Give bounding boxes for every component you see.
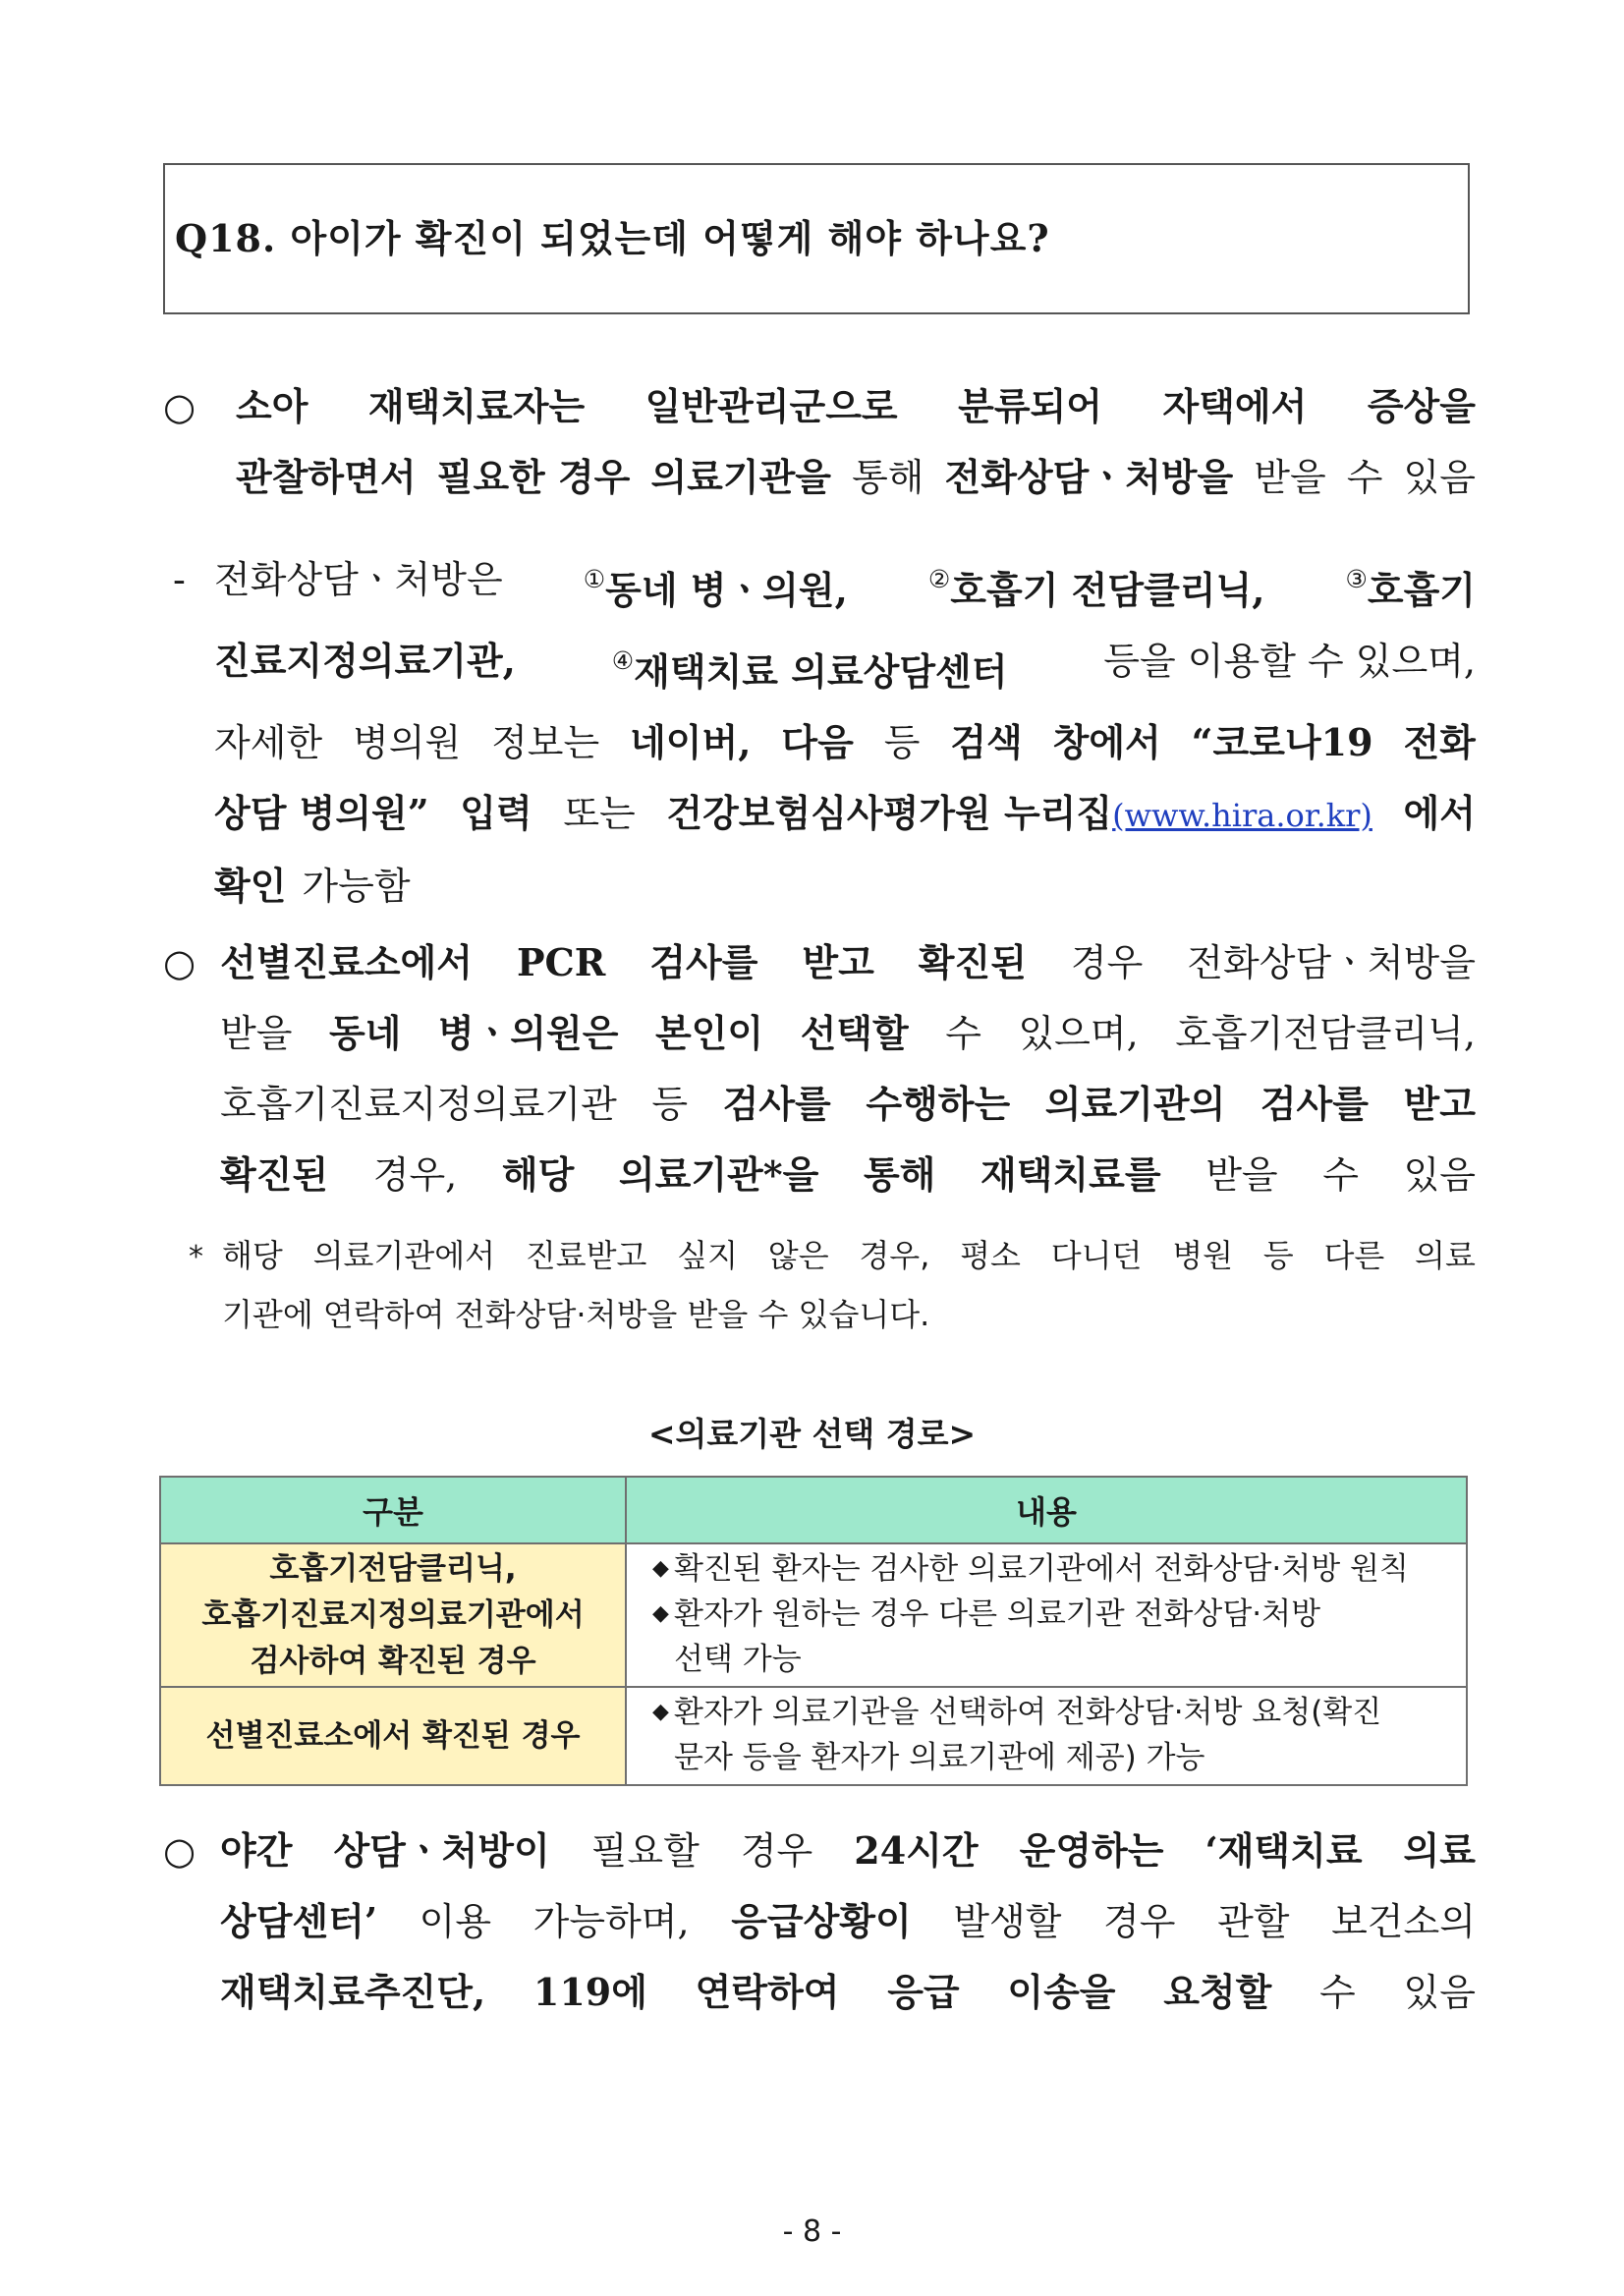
text: 진료지정의료기관, (214, 639, 516, 683)
text: 상담 병의원” (214, 791, 429, 835)
word: PCR (516, 940, 606, 984)
page-number: - 8 - (782, 2214, 842, 2249)
item-text: 확진된 환자는 검사한 의료기관에서 전화상담·처방 원칙 (674, 1551, 1409, 1587)
word: “코로나19 (1191, 720, 1373, 764)
word: 의료 (1415, 1237, 1476, 1274)
word: 의료기관*을 (618, 1152, 819, 1197)
word: 받을 (1205, 1153, 1278, 1197)
text: 건강보험심사평가원 누리집 (666, 791, 1113, 835)
text: 확인 (214, 864, 287, 908)
text: 재택치료 의료상담센터 (634, 649, 1008, 694)
item-text: 환자가 의료기관을 선택하여 전화상담·처방 요청(확진 (674, 1695, 1382, 1730)
word: 병의원 (353, 721, 462, 764)
word: 관할 (1217, 1900, 1290, 1943)
institution-selection-table (159, 1476, 1468, 1786)
hira-link[interactable]: (www.hira.or.kr) (1112, 797, 1372, 834)
word: 상담센터’ (220, 1899, 378, 1943)
text: 호흡기 (1367, 568, 1476, 612)
word: 받고 (1403, 1082, 1476, 1126)
word: 다른 (1323, 1237, 1385, 1274)
word: 검사를 (649, 940, 758, 984)
paragraph-2 (214, 544, 1476, 922)
word: 수행하는 (866, 1082, 1011, 1126)
word: 분류되어 (958, 384, 1102, 428)
list-item (652, 1690, 1456, 1780)
word: 정보는 (491, 721, 600, 764)
word: 의료기관의 (1044, 1082, 1226, 1126)
word: 싶지 (677, 1237, 739, 1274)
bullet-circle: ○ (163, 941, 196, 984)
list-item (652, 1546, 1456, 1592)
word: 창에서 (1052, 720, 1161, 764)
word: 다음 (781, 720, 854, 764)
word: 수 (1346, 456, 1383, 499)
text: 에서 (1403, 791, 1476, 835)
word: 전화 (1403, 720, 1476, 764)
word: 등 (651, 1083, 689, 1126)
word: ‘재택치료 (1204, 1828, 1363, 1873)
word: 의료기관을 (650, 455, 831, 499)
text: 가능함 (302, 865, 411, 908)
word: 검사를 (1260, 1082, 1369, 1126)
word: 일반관리군으로 (644, 384, 898, 428)
column-header: 내용 (626, 1477, 1467, 1543)
word: 평소 (960, 1237, 1021, 1274)
word: 24시간 (854, 1828, 979, 1873)
word: 있으며, (1018, 1012, 1139, 1055)
text: 입력 (460, 791, 532, 835)
word: 검색 (950, 720, 1023, 764)
word: 경우, (372, 1153, 458, 1197)
bullet-circle: ○ (163, 385, 196, 428)
word: 필요할 (590, 1829, 700, 1873)
content-cell (626, 1543, 1467, 1687)
table-row (160, 1687, 1467, 1785)
word: 전화상담ㆍ처방을 (1187, 941, 1476, 984)
word: 수 (1322, 1153, 1359, 1197)
text: 전화상담ㆍ처방은 (214, 558, 503, 601)
circled-number: ② (927, 565, 951, 593)
word: 가능하며, (532, 1900, 690, 1943)
word: 관찰하면서 (236, 455, 417, 499)
list-item (652, 1592, 1456, 1682)
word: 재택치료추진단, (220, 1970, 486, 2014)
category-line: 호흡기전담클리닉, (269, 1550, 517, 1587)
word: 경우 (1103, 1900, 1176, 1943)
word: 받을 (1254, 456, 1326, 499)
word: 선별진료소에서 (220, 940, 473, 984)
diamond-bullet-icon: ◆ (652, 1556, 669, 1581)
footnote (222, 1226, 1476, 1344)
word: 소아 (236, 384, 308, 428)
word: 해당 (222, 1237, 283, 1274)
question-title: Q18. 아이가 확진이 되었는데 어떻게 해야 하나요? (175, 216, 1050, 260)
column-header: 구분 (160, 1477, 626, 1543)
word: 운영하는 (1019, 1828, 1164, 1873)
text: 또는 (563, 792, 636, 835)
word: 경우, (859, 1237, 930, 1274)
word: 병원 (1172, 1237, 1234, 1274)
word: 호흡기전담클리닉, (1175, 1012, 1476, 1055)
word: 자택에서 (1162, 384, 1308, 428)
word: 증상을 (1367, 384, 1476, 428)
category-line: 호흡기진료지정의료기관에서 (201, 1596, 585, 1633)
circled-number: ① (583, 565, 606, 593)
word: 있음 (1403, 1971, 1476, 2014)
dash-marker: - (173, 558, 186, 601)
word: 자세한 (214, 721, 323, 764)
word: 있음 (1403, 1153, 1476, 1197)
item-text: 문자 등을 환자가 의료기관에 제공) 가능 (674, 1740, 1205, 1775)
category-cell (160, 1687, 626, 1785)
word: 선택할 (800, 1011, 909, 1055)
word: 전화상담ㆍ처방을 (944, 455, 1234, 499)
word: 통해 (852, 456, 924, 499)
table-row (160, 1543, 1467, 1687)
word: 확진된 (918, 940, 1027, 984)
word: 등 (1262, 1237, 1294, 1274)
word: 보건소의 (1331, 1900, 1476, 1943)
paragraph-4 (220, 1816, 1476, 2028)
word: 의료 (1403, 1828, 1476, 1873)
text: 기관에 연락하여 전화상담·처방을 받을 수 있습니다. (222, 1296, 930, 1333)
word: 해당 (501, 1152, 575, 1197)
word: 병ㆍ의원은 (437, 1011, 619, 1055)
word: 재택치료를 (980, 1152, 1161, 1197)
word: 필요한 경우 (436, 455, 631, 499)
word: 발생할 (953, 1900, 1062, 1943)
word: 경우 (1070, 941, 1144, 984)
word: 호흡기진료지정의료기관 (220, 1083, 617, 1126)
word: 야간 (220, 1828, 293, 1873)
word: 수 (1319, 1971, 1356, 2014)
item-text: 선택 가능 (674, 1642, 802, 1677)
word: 이송을 (1007, 1970, 1116, 2014)
text: 등을 이용할 수 있으며, (1103, 640, 1476, 683)
word: 요청할 (1163, 1970, 1272, 2014)
word: 네이버, (630, 720, 752, 764)
word: 않은 (767, 1237, 829, 1274)
table-header-row (160, 1477, 1467, 1543)
word: 재택치료자는 (367, 384, 586, 428)
word: 의료기관에서 (312, 1237, 496, 1274)
category-line: 검사하여 확진된 경우 (250, 1643, 536, 1679)
word: 받을 (220, 1012, 293, 1055)
word: 확진된 (220, 1152, 329, 1197)
word: 응급 (887, 1970, 960, 2014)
content-cell (626, 1687, 1467, 1785)
text: 동네 병ㆍ의원, (605, 568, 848, 612)
word: 진료받고 (525, 1237, 647, 1274)
word: 있음 (1403, 456, 1476, 499)
paragraph-1 (236, 371, 1476, 513)
word: 받고 (802, 940, 874, 984)
word: 상담ㆍ처방이 (333, 1828, 550, 1873)
item-text: 환자가 원하는 경우 다른 의료기관 전화상담·처방 (674, 1596, 1321, 1632)
word: 수 (945, 1012, 981, 1055)
table-caption: <의료기관 선택 경로> (647, 1415, 977, 1453)
circled-number: ③ (1345, 565, 1368, 593)
footnote-star: * (189, 1240, 203, 1274)
word: 연락하여 (695, 1970, 840, 2014)
word: 통해 (863, 1152, 936, 1197)
word: 119에 (532, 1970, 647, 2014)
word: 등 (883, 721, 921, 764)
word: 검사를 (722, 1082, 831, 1126)
word: 이용 (419, 1900, 492, 1943)
word: 본인이 (654, 1011, 764, 1055)
word: 응급상황이 (731, 1899, 912, 1943)
word: 동네 (328, 1011, 402, 1055)
word: 경우 (740, 1829, 813, 1873)
circled-number: ④ (611, 646, 635, 675)
diamond-bullet-icon: ◆ (652, 1700, 669, 1724)
diamond-bullet-icon: ◆ (652, 1601, 669, 1626)
bullet-circle: ○ (163, 1829, 196, 1873)
paragraph-3 (220, 927, 1476, 1210)
word: 다니던 (1050, 1237, 1143, 1274)
category-line: 선별진료소에서 확진된 경우 (205, 1717, 581, 1754)
text: 호흡기 전담클리닉, (950, 568, 1265, 612)
category-cell (160, 1543, 626, 1687)
